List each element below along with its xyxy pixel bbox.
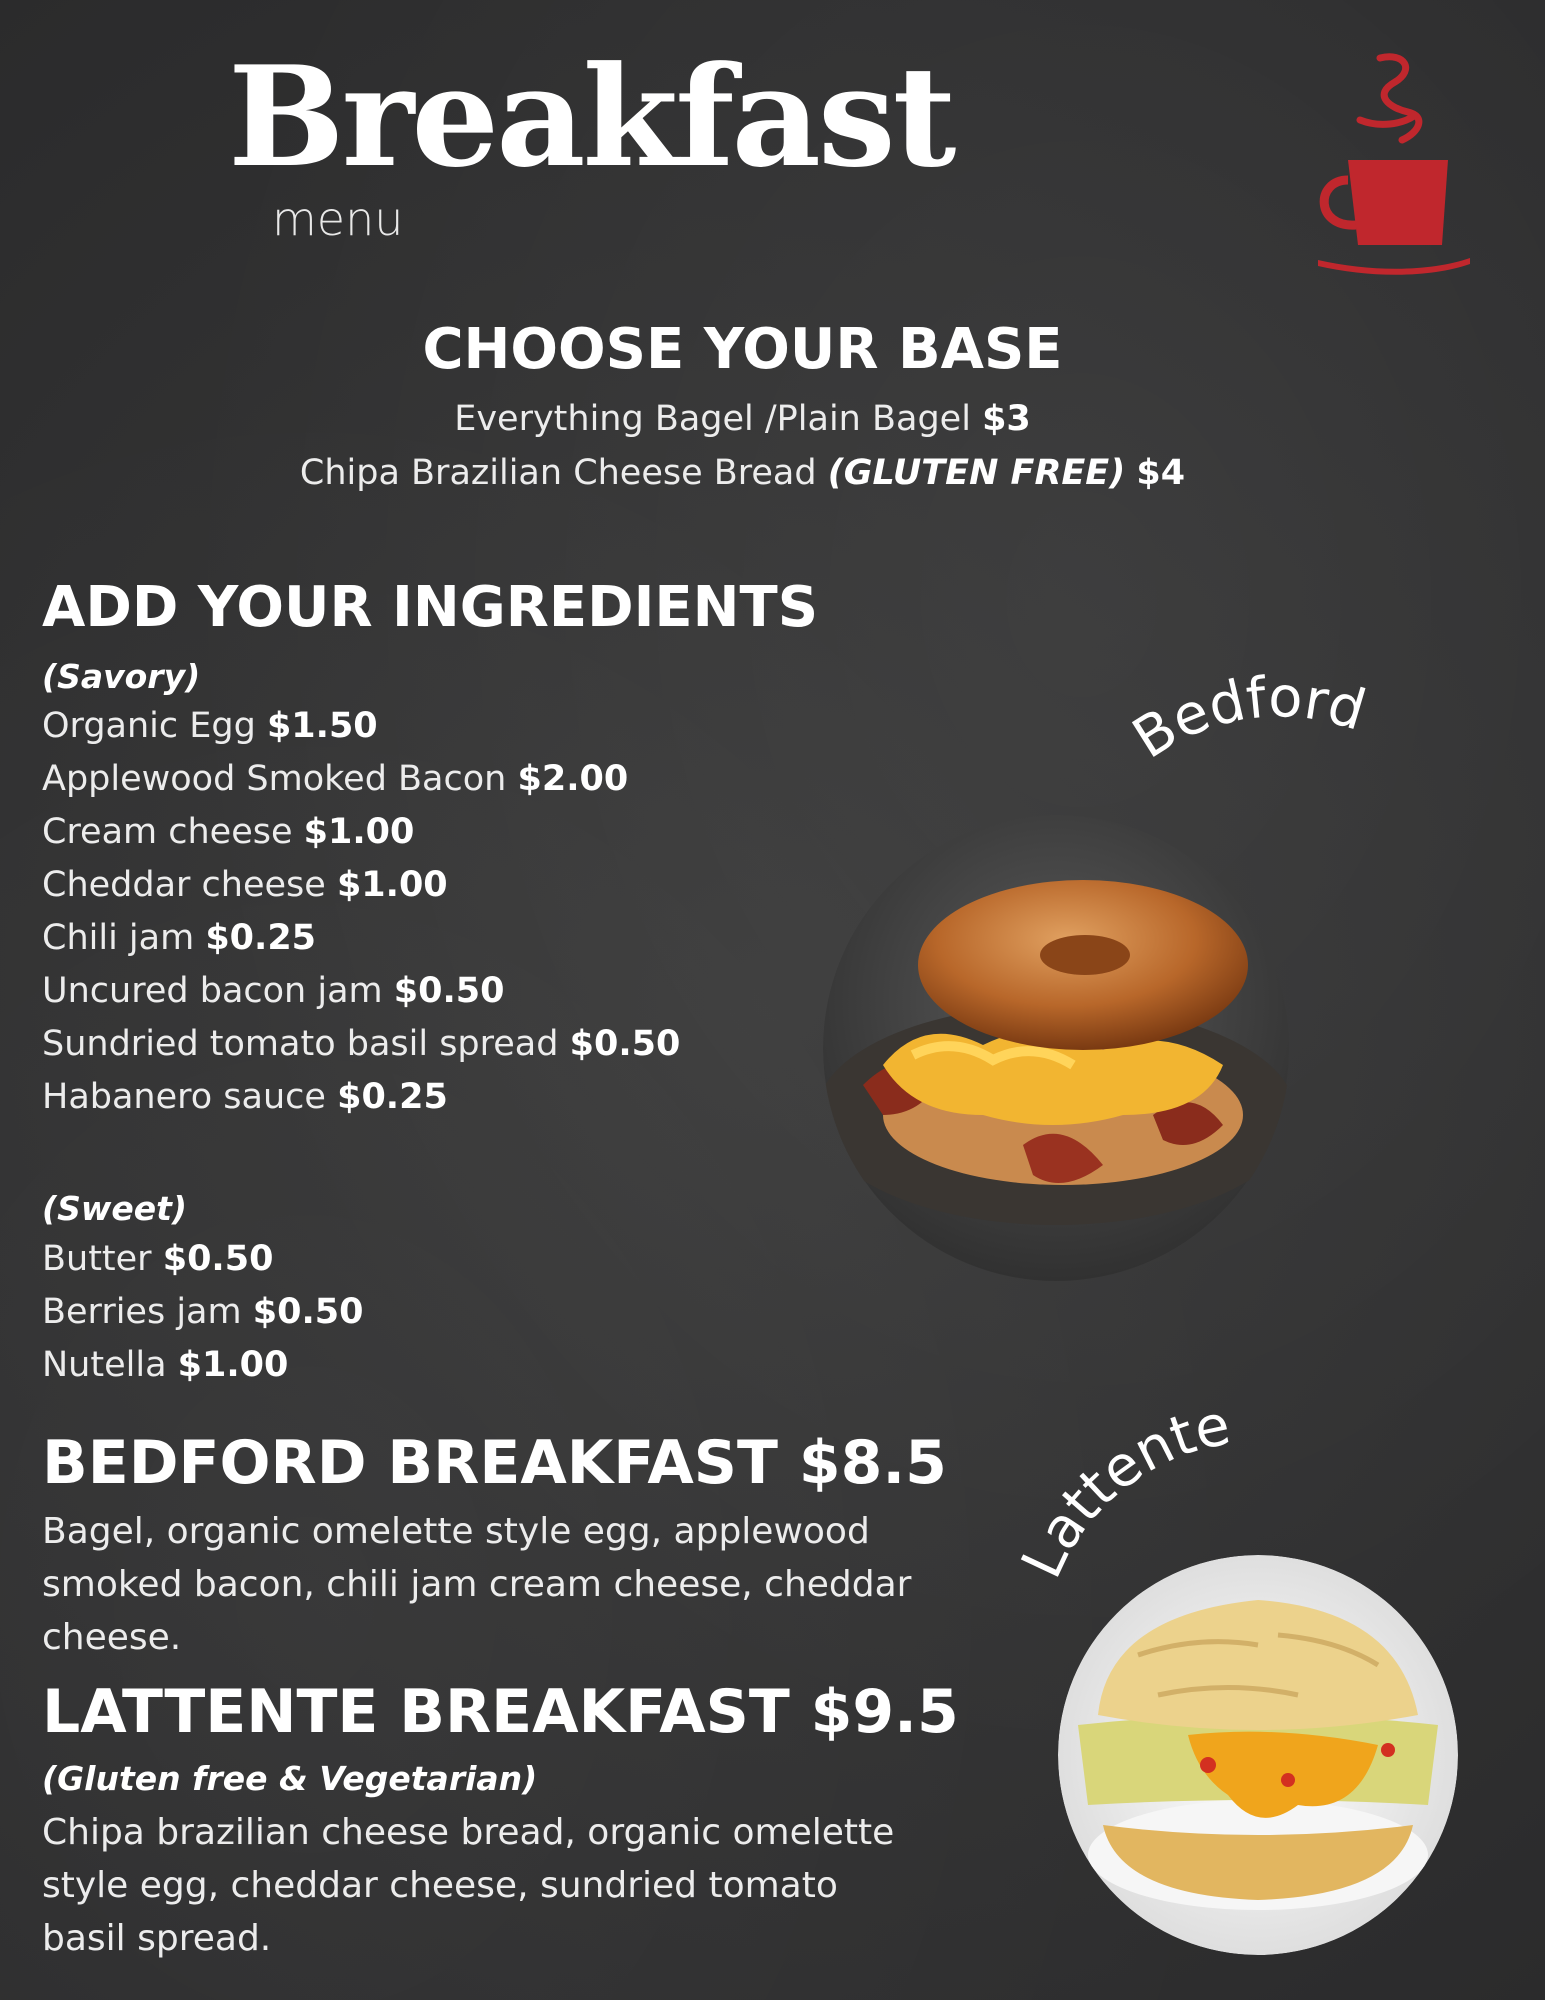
item-name: Cream cheese bbox=[42, 812, 293, 852]
item-price: $1.00 bbox=[177, 1345, 289, 1385]
lattente-label-text: Lattente bbox=[1009, 1392, 1236, 1588]
item-name: Organic Egg bbox=[42, 706, 256, 746]
savory-list bbox=[42, 700, 680, 1124]
bedford-label-text: Bedford bbox=[1121, 665, 1373, 772]
item-price: $1.50 bbox=[266, 706, 378, 746]
list-item bbox=[42, 806, 680, 859]
list-item bbox=[42, 1071, 680, 1124]
item-price: $2.00 bbox=[517, 759, 629, 799]
menu-subtitle: menu bbox=[272, 192, 404, 246]
item-price: $0.50 bbox=[252, 1292, 364, 1332]
item-price: $0.25 bbox=[205, 918, 317, 958]
bedford-photo-label bbox=[1020, 665, 1440, 980]
item-name: Applewood Smoked Bacon bbox=[42, 759, 507, 799]
svg-text:Bedford bbox=[1122, 665, 1373, 772]
base-item-name: Chipa Brazilian Cheese Bread bbox=[299, 453, 817, 493]
item-name: Uncured bacon jam bbox=[42, 971, 383, 1011]
item-name: Butter bbox=[42, 1239, 152, 1279]
menu-title: Breakfast bbox=[228, 35, 954, 198]
item-name: Sundried tomato basil spread bbox=[42, 1024, 559, 1064]
lattente-description: Chipa brazilian cheese bread, organic omelette style egg, cheddar cheese, sundried tomato basil spread. bbox=[42, 1812, 895, 1959]
lattente-photo-label bbox=[1009, 1392, 1450, 1620]
sweet-label: (Sweet) bbox=[42, 1189, 187, 1228]
item-name: Berries jam bbox=[42, 1292, 242, 1332]
base-heading: CHOOSE YOUR BASE bbox=[422, 317, 1063, 382]
ingredients-heading: ADD YOUR INGREDIENTS bbox=[42, 575, 819, 640]
savory-label: (Savory) bbox=[42, 657, 201, 696]
svg-text:Lattente bbox=[1009, 1392, 1235, 1587]
item-name: Habanero sauce bbox=[42, 1077, 326, 1117]
item-price: $1.00 bbox=[336, 865, 448, 905]
list-item bbox=[42, 753, 680, 806]
coffee-cup-icon bbox=[1310, 50, 1485, 280]
list-item bbox=[42, 912, 680, 965]
list-item bbox=[42, 1233, 363, 1286]
base-item-price: $4 bbox=[1136, 453, 1186, 493]
sweet-list bbox=[42, 1233, 363, 1392]
list-item bbox=[42, 700, 680, 753]
list-item bbox=[42, 1339, 363, 1392]
gluten-free-note: (GLUTEN FREE) bbox=[827, 453, 1126, 493]
item-price: $0.50 bbox=[569, 1024, 681, 1064]
item-name: Chili jam bbox=[42, 918, 195, 958]
base-item-name: Everything Bagel /Plain Bagel bbox=[454, 399, 971, 439]
base-item-price: $3 bbox=[982, 399, 1031, 439]
item-price: $0.50 bbox=[393, 971, 505, 1011]
lattente-heading: LATTENTE BREAKFAST $9.5 bbox=[42, 1677, 959, 1747]
item-price: $1.00 bbox=[303, 812, 415, 852]
bedford-description: Bagel, organic omelette style egg, applewood smoked bacon, chili jam cream cheese, cheddar cheese. bbox=[42, 1511, 912, 1658]
bedford-heading: BEDFORD BREAKFAST $8.5 bbox=[42, 1428, 947, 1498]
list-item bbox=[42, 859, 680, 912]
list-item bbox=[42, 1018, 680, 1071]
lattente-note: (Gluten free & Vegetarian) bbox=[42, 1759, 538, 1798]
list-item bbox=[42, 965, 680, 1018]
item-price: $0.50 bbox=[162, 1239, 274, 1279]
base-item bbox=[0, 399, 1485, 439]
base-item bbox=[0, 453, 1485, 493]
item-price: $0.25 bbox=[337, 1077, 448, 1117]
item-name: Cheddar cheese bbox=[42, 865, 337, 905]
item-name: Nutella bbox=[42, 1345, 167, 1385]
list-item bbox=[42, 1286, 363, 1339]
